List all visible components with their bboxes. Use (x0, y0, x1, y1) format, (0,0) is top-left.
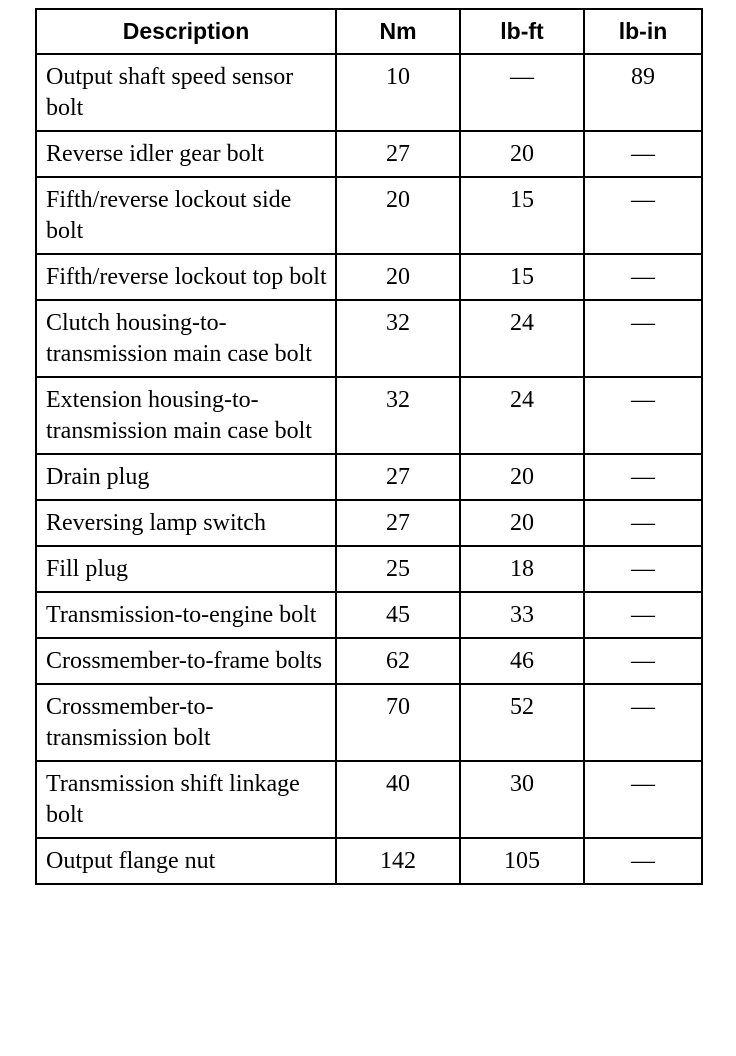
nm-cell: 10 (336, 54, 460, 131)
description-cell: Fill plug (36, 546, 336, 592)
table-row (36, 592, 702, 638)
lb-in-cell: — (584, 546, 702, 592)
table-row (36, 838, 702, 884)
description-cell: Drain plug (36, 454, 336, 500)
table-row (36, 761, 702, 838)
lb-in-cell: — (584, 177, 702, 254)
lb-in-cell: — (584, 254, 702, 300)
table-row (36, 300, 702, 377)
nm-cell: 62 (336, 638, 460, 684)
nm-cell: 45 (336, 592, 460, 638)
lb-in-cell: — (584, 500, 702, 546)
table-row (36, 131, 702, 177)
lb-ft-cell: 33 (460, 592, 584, 638)
lb-ft-cell: 30 (460, 761, 584, 838)
lb-in-cell: — (584, 377, 702, 454)
lb-ft-cell: 20 (460, 454, 584, 500)
table-row (36, 177, 702, 254)
lb-in-cell: 89 (584, 54, 702, 131)
table-body (36, 54, 702, 884)
table-row (36, 638, 702, 684)
nm-cell: 70 (336, 684, 460, 761)
lb-ft-cell: 46 (460, 638, 584, 684)
lb-ft-cell: 15 (460, 254, 584, 300)
lb-in-cell: — (584, 300, 702, 377)
description-cell: Transmission shift linkage bolt (36, 761, 336, 838)
table-row (36, 377, 702, 454)
lb-in-cell: — (584, 761, 702, 838)
nm-cell: 20 (336, 177, 460, 254)
nm-cell: 32 (336, 377, 460, 454)
lb-ft-cell: 24 (460, 300, 584, 377)
nm-cell: 27 (336, 500, 460, 546)
description-cell: Transmission-to-engine bolt (36, 592, 336, 638)
nm-cell: 27 (336, 454, 460, 500)
table-row (36, 254, 702, 300)
nm-cell: 40 (336, 761, 460, 838)
description-cell: Reverse idler gear bolt (36, 131, 336, 177)
lb-ft-cell: 20 (460, 500, 584, 546)
lb-ft-cell: 15 (460, 177, 584, 254)
description-cell: Clutch housing-to-transmission main case bolt (36, 300, 336, 377)
description-cell: Output flange nut (36, 838, 336, 884)
table-row (36, 684, 702, 761)
lb-in-cell: — (584, 131, 702, 177)
lb-ft-cell: 105 (460, 838, 584, 884)
table-row (36, 500, 702, 546)
lb-ft-cell: 24 (460, 377, 584, 454)
description-cell: Output shaft speed sensor bolt (36, 54, 336, 131)
nm-cell: 20 (336, 254, 460, 300)
table-row (36, 546, 702, 592)
table-row (36, 54, 702, 131)
lb-in-cell: — (584, 592, 702, 638)
lb-ft-cell: 20 (460, 131, 584, 177)
header-lb-ft: lb-ft (460, 9, 584, 54)
nm-cell: 25 (336, 546, 460, 592)
table-row (36, 454, 702, 500)
lb-in-cell: — (584, 838, 702, 884)
description-cell: Crossmember-to-transmission bolt (36, 684, 336, 761)
lb-ft-cell: 18 (460, 546, 584, 592)
lb-in-cell: — (584, 638, 702, 684)
description-cell: Fifth/reverse lockout side bolt (36, 177, 336, 254)
nm-cell: 142 (336, 838, 460, 884)
lb-ft-cell: 52 (460, 684, 584, 761)
lb-in-cell: — (584, 684, 702, 761)
description-cell: Crossmember-to-frame bolts (36, 638, 336, 684)
table-header-row (36, 9, 702, 54)
description-cell: Extension housing-to-transmission main case bolt (36, 377, 336, 454)
lb-ft-cell: — (460, 54, 584, 131)
description-cell: Fifth/reverse lockout top bolt (36, 254, 336, 300)
header-nm: Nm (336, 9, 460, 54)
description-cell: Reversing lamp switch (36, 500, 336, 546)
torque-spec-table (35, 8, 703, 885)
lb-in-cell: — (584, 454, 702, 500)
nm-cell: 27 (336, 131, 460, 177)
header-lb-in: lb-in (584, 9, 702, 54)
header-description: Description (36, 9, 336, 54)
nm-cell: 32 (336, 300, 460, 377)
